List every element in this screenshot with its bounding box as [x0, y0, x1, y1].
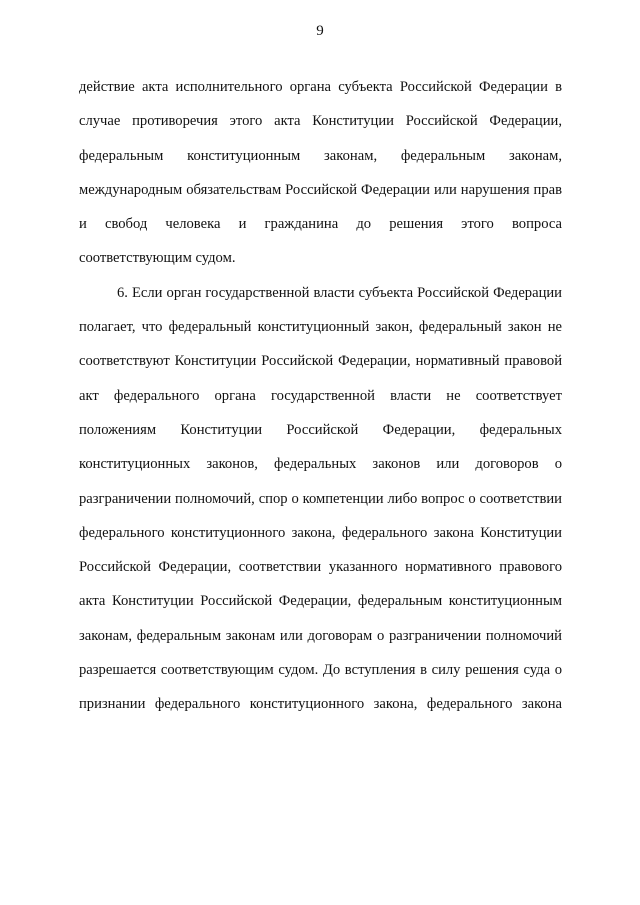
paragraph-2: 6. Если орган государственной власти субъекта Российской Федерации полагает, что федеральный конституционный закон, федеральный закон не соответствуют Конституции Российской Федерации, нормативный правовой акт федерального органа государственной власти не соответствует положениям Конституции Российской Федерации, федеральных конституционных законов, федеральных законов или договоров о разграничении полномочий, спор о компетенции либо вопрос о соответствии федерального конституционного закона, федерального закона Конституции Российской Федерации, соответствии указанного нормативного правового акта Конституции Российской Федерации, федеральным конституционным законам, федеральным законам или договорам о разграничении полномочий разрешается соответствующим судом. До вступления в силу решения суда о признании федерального конституционного закона, федерального закона: [79, 284, 562, 713]
document-body: [79, 70, 562, 722]
page-number: 9: [316, 23, 324, 39]
paragraph-1: действие акта исполнительного органа субъекта Российской Федерации в случае противоречия этого акта Конституции Российской Федерации, федеральным конституционным законам, федеральным законам, международным обязательствам Российской Федерации или нарушения прав и свобод человека и гражданина до решения этого вопроса соответствующим судом.: [79, 79, 562, 267]
